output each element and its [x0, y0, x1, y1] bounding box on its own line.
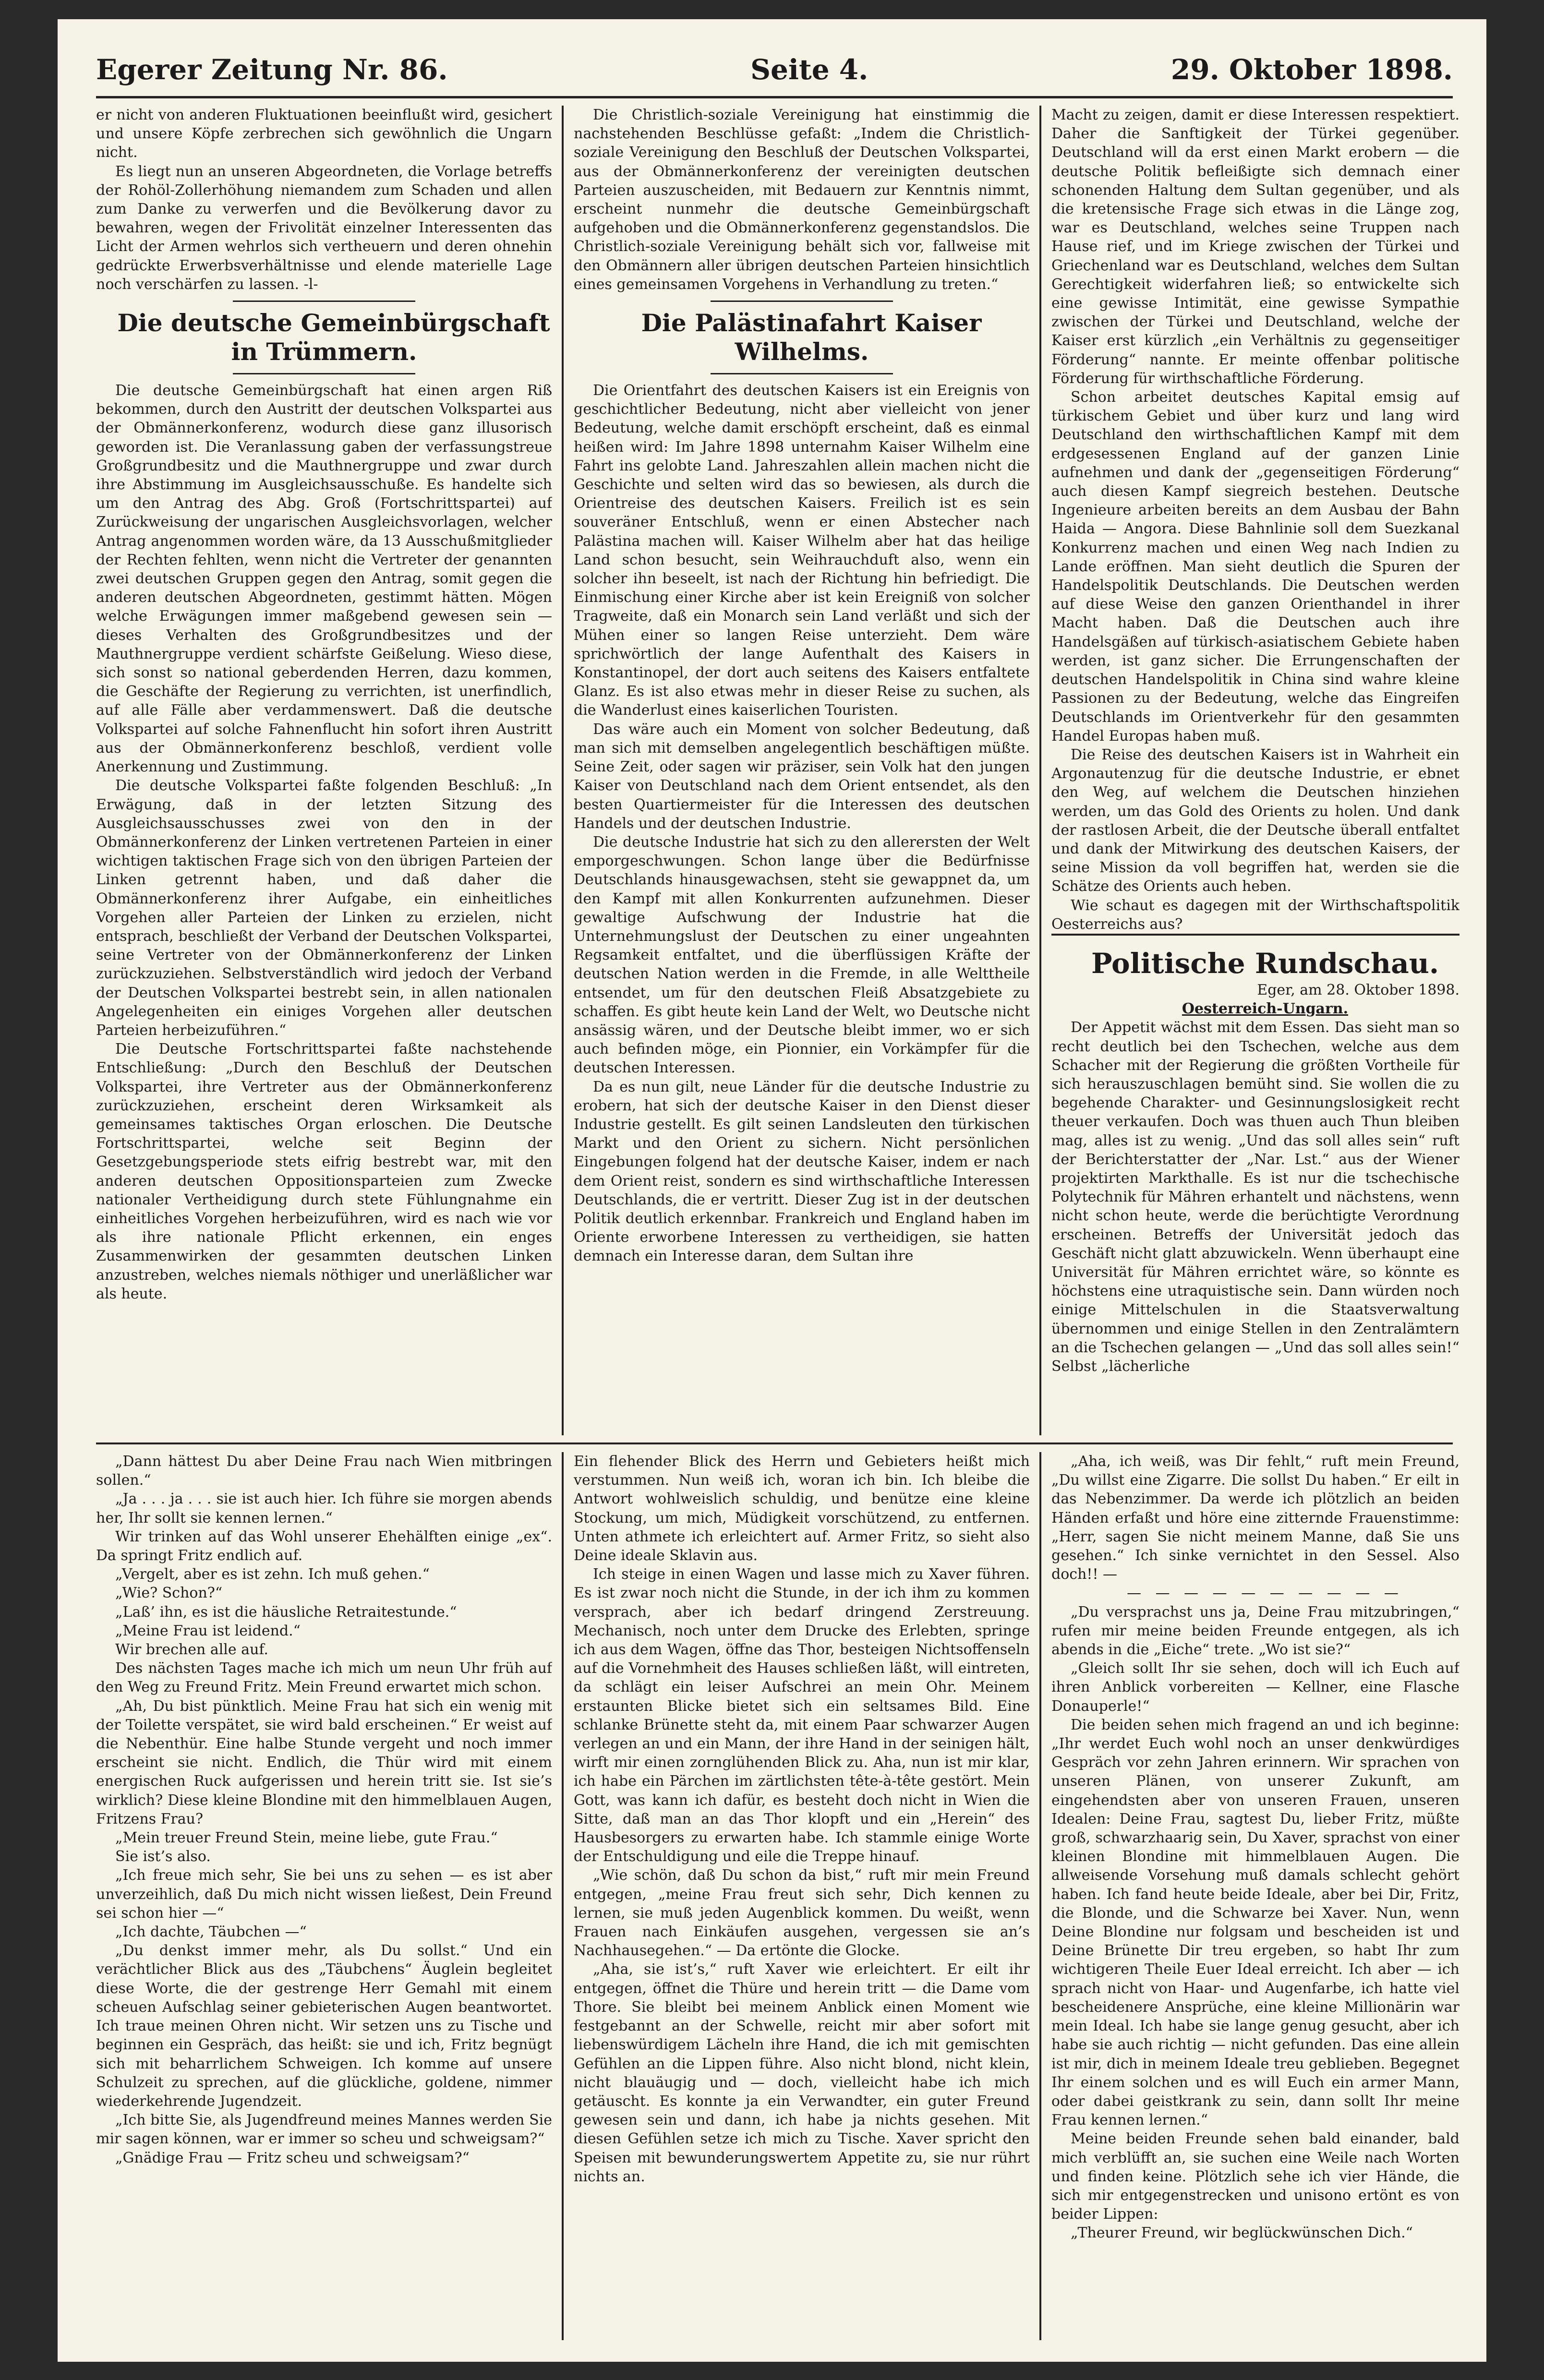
- story-paragraph: Ein flehender Blick des Herrn und Gebieters heißt mich verstummen. Nun weiß ich, woran ich bin. Ich bleibe die Antwort wohlweislich schuldig, und benütze eine kleine Stockung, um mich, Müdigkeit vorschützend, zu entfernen. Unten athmete ich erleichtert auf. Armer Fritz, so sieht also Deine ideale Sklavin aus.: [574, 1453, 1030, 1564]
- article-paragraph: Es liegt nun an unseren Abgeordneten, die Vorlage betreffs der Rohöl-Zollerhöhung niemandem zum Schaden und allen zum Danke zu verwerfen und die Bevölkerung davor zu bewahren, wegen der Frivolität einzelner Interessenten das Licht der Armen wehrlos sich vertheuern und deren ohnehin gedrückte Erwerbsverhältnisse und elende materielle Lage noch verschärfen zu lassen. -l-: [96, 163, 552, 293]
- article-paragraph: Die deutsche Industrie hat sich zu den allerersten der Welt emporgeschwungen. Schon lange über die Bedürfnisse Deutschlands hinausgewachsen, steht sie gewappnet da, um den Kampf mit allen Konkurrenten aufzunehmen. Dieser gewaltige Aufschwung der Industrie hat die Unternehmungslust der Deutschen zu einer ungeahnten Regsamkeit entfaltet, und die überflüssigen Kräfte der deutschen Nation werden in die Fremde, in alle Welttheile entsendet, um für den deutschen Fleiß Absatzgebiete zu schaffen. Es gibt heute kein Land der Welt, wo Deutsche nicht ansässig wären, und der Deutsche bleibt immer, wo er sich auch befinden möge, ein Pionnier, ein Vorkämpfer für die deutschen Interessen.: [574, 833, 1030, 1077]
- story-paragraph: „Theurer Freund, wir beglückwünschen Dich.“: [1071, 2224, 1413, 2242]
- article-paragraph: Schon arbeitet deutsches Kapital emsig auf türkischem Gebiet und über kurz und lang wird Deutschland den wirthschaftlichen Kampf mit dem erdgesessenen England auf der ganzen Linie aufnehmen und dank der „gegenseitigen Förderung“ auch diesen Kampf siegreich bestehen. Deutsche Ingenieure arbeiten bereits an dem Ausbau der Bahn Haida — Angora. Diese Bahnlinie soll dem Suezkanal Konkurrenz machen und einen Weg nach Indien zu Lande eröffnen. Man sieht deutlich die Spuren der Handelspolitik Deutschlands. Die Deutschen werden auf diese Weise den ganzen Orienthandel in ihrer Macht haben. Daß die Deutschen auch ihre Handelsgäßen auf türkisch-asiatischem Gebiete haben werden, ist ganz sicher. Die Errungenschaften der deutschen Handelspolitik in China sind wahre kleine Passionen zu der Bedeutung, welche das Eingreifen Deutschlands im Orientverkehr für den gesammten Handel Europas haben muß.: [1051, 389, 1460, 745]
- story-paragraph: „Meine Frau ist leidend.“: [115, 1622, 301, 1639]
- article-paragraph: Der Appetit wächst mit dem Essen. Das sieht man so recht deutlich bei den Tschechen, welche aus dem Schacher mit der Regierung die größten Vortheile für sich herauszuschlagen bemüht sind. Sie wollen die zu begehende Charakter- und Gesinnungslosigkeit recht theuer verkaufen. Doch was thuen auch Thun bleiben mag, alles ist zu wenig. „Und das soll alles sein“ ruft der Berichterstatter der „Nar. Lst.“ aus der Wiener projektirten Markthalle. Es ist nur die tschechische Polytechnik für Mähren erhantelt und nächstens, wenn nicht schon heute, werde die berüchtigte Verordnung erscheinen. Betreffs der Universität jedoch das Geschäft nicht glatt abzuwickeln. Wenn überhaupt eine Universität für Mähren errichtet wäre, so könnte es höchstens eine utraquistische sein. Dann würden noch einige Mittelschulen in die Staatsverwaltung übernommen und einige Stellen in den Zentralämtern an die Tschechen gelangen — „Und das soll alles sein!“ Selbst „lächerliche: [1051, 1019, 1460, 1375]
- story-paragraph: „Ich dachte, Täubchen —“: [115, 1923, 307, 1941]
- story-paragraph: „Laß’ ihn, es ist die häusliche Retraitestunde.“: [115, 1603, 457, 1621]
- headline-divider: [711, 373, 893, 374]
- story-paragraph: „Gnädige Frau — Fritz scheu und schweigsam?“: [115, 2149, 470, 2166]
- article-continuation: Macht zu zeigen, damit er diese Interessen respektiert. Daher die Sanftigkeit der Türkei gegenüber. Deutschland will da erst einen Markt erobern — die deutsche Politik befleißigte sich demnach einer schonenden Haltung dem Sultan gegenüber, und als die kretensische Frage sich etwas in die Länge zog, war es Deutschland, welches seine Truppen nach Hause rief, und im Kriege zwischen der Türkei und Griechenland war es Deutschland, welches dem Sultan Gerechtigkeit widerfahren ließ; so entwickelte sich eine gewisse Intimität, eine gewisse Sympathie zwischen der Türkei und Deutschland, welche der Kaiser erst kürzlich „ein Verhältnis zu gegenseitiger Förderung“ nannte. Er meinte offenbar politische Förderung für wirthschaftliche Förderung.: [1051, 107, 1460, 387]
- newspaper-issue: Egerer Zeitung Nr. 86.: [96, 53, 448, 86]
- article-paragraph: Die Deutsche Fortschrittspartei faßte nachstehende Entschließung: „Durch den Beschluß der Deutschen Volkspartei, ihre Vertreter aus der Obmännerkonferenz zurückzuziehen, erscheint deren Wirksamkeit als gemeinsames taktisches Organ erloschen. Die Deutsche Fortschrittspartei, welche seit Beginn der Gesetzgebungsperiode stets eifrig bestrebt war, mit den anderen deutschen Oppositionsparteien zum Zwecke nationaler Vertheidigung durch stete Fühlungnahme ein einheitliches Vorgehen herbeizuführen, wird es nach wie vor als ihre nationale Pflicht erkennen, ein enges Zusammenwirken der gesammten deutschen Linken anzustreben, welches niemals nöthiger und unerläßlicher war als heute.: [96, 1041, 552, 1302]
- article-paragraph: Das wäre auch ein Moment von solcher Bedeutung, daß man sich mit demselben angelegentlich beschäftigen müßte. Seine Zeit, oder sagen wir präziser, sein Volk hat den jungen Kaiser von Deutschland nach dem Orient entsendet, als den besten Quartiermeister für die Interessen des deutschen Handels und der deutschen Industrie.: [574, 721, 1030, 832]
- feuilleton-divider: [96, 1442, 1453, 1444]
- article-paragraph: Die Christlich-soziale Vereinigung hat einstimmig die nachstehenden Beschlüsse gefaßt: „Indem die Christlich-soziale Vereinigung den Beschluß der Deutschen Volkspartei, aus der Obmännerkonferenz der vereinigten deutschen Parteien auszuscheiden, mit Bedauern zur Kenntnis nimmt, erscheint nunmehr die deutsche Gemeinbürgschaft aufgehoben und die Obmännerkonferenz gegenstandslos. Die Christlich-soziale Vereinigung behält sich vor, fallweise mit den Obmännern aller übrigen deutschen Parteien hinsichtlich eines gemeinsamen Vorgehens in Verhandlung zu treten.“: [574, 107, 1030, 293]
- article-paragraph: Die Reise des deutschen Kaisers ist in Wahrheit ein Argonautenzug für die deutsche Industrie, er ebnet den Weg, auf welchem die Deutschen hinziehen werden, um das Gold des Orients zu holen. Und dank der rastlosen Arbeit, die der Deutsche überall entfaltet und dank der Mitwirkung des deutschen Kaisers, der seine Mission da voll begriffen hat, werden sie die Schätze des Orients auch heben.: [1051, 746, 1460, 895]
- section-subhead: Oesterreich-Ungarn.: [1182, 1000, 1349, 1018]
- article-divider: [711, 301, 893, 302]
- story-paragraph: „Aha, ich weiß, was Dir fehlt,“ ruft mein Freund, „Du willst eine Zigarre. Die sollst Du haben.“ Er eilt in das Nebenzimmer. Da werde ich plötzlich an beiden Händen erfaßt und höre eine zitternde Frauenstimme: „Herr, sagen Sie nicht meinem Manne, daß Sie uns gesehen.“ Ich sinke vernichtet in den Sessel. Also doch!! —: [1051, 1453, 1460, 1583]
- feuilleton-column-2: [574, 1452, 1030, 2340]
- column-2: [574, 106, 1030, 1435]
- story-paragraph: Sie ist’s also.: [115, 1848, 211, 1865]
- story-paragraph: „Wie schön, daß Du schon da bist,“ ruft mir mein Freund entgegen, „meine Frau freut sich sehr, Dich kennen zu lernen, sie muß jeden Augenblick kommen. Du weißt, wenn Frauen nach Einkäufen ausgehen, vergessen sie an’s Nachhausegehen.“ — Da ertönte die Glocke.: [574, 1867, 1030, 1959]
- issue-date: 29. Oktober 1898.: [1170, 53, 1453, 86]
- masthead: [96, 43, 1453, 98]
- scene-break: — — — — — — — — — —: [1127, 1585, 1403, 1602]
- column-divider: [1039, 1452, 1041, 2340]
- article-continuation: er nicht von anderen Fluktuationen beeinflußt wird, gesichert und unsere Köpfe zerbrechen sich gewöhnlich die Ungarn nicht.: [96, 107, 552, 161]
- headline-divider: [233, 373, 415, 374]
- story-paragraph: „Dann hättest Du aber Deine Frau nach Wien mitbringen sollen.“: [96, 1453, 552, 1489]
- story-paragraph: Wir trinken auf das Wohl unserer Ehehälften einige „ex“. Da springt Fritz endlich auf.: [96, 1528, 552, 1564]
- dateline: Eger, am 28. Oktober 1898.: [1257, 981, 1460, 998]
- newspaper-page: [58, 19, 1486, 2362]
- story-paragraph: „Wie? Schon?“: [115, 1585, 223, 1602]
- story-paragraph: Des nächsten Tages mache ich mich um neun Uhr früh auf den Weg zu Freund Fritz. Mein Freund erwartet mich schon.: [96, 1660, 552, 1696]
- story-paragraph: „Mein treuer Freund Stein, meine liebe, gute Frau.“: [115, 1829, 498, 1847]
- article-paragraph: Wie schaut es dagegen mit der Wirthschaftspolitik Oesterreichs aus?: [1051, 897, 1460, 933]
- article-paragraph: Die Orientfahrt des deutschen Kaisers ist ein Ereignis von geschichtlicher Bedeutung, nicht aber vielleicht von jener Bedeutung, welche damit erschöpft erscheint, daß es einmal heißen wird: Im Jahre 1898 unternahm Kaiser Wilhelm eine Fahrt ins gelobte Land. Jahreszahlen allein machen nicht die Geschichte und selten wird das so bewiesen, als durch die Orientreise des deutschen Kaisers. Freilich ist es sein souveräner Entschluß, wenn er einen Abstecher nach Palästina machen will. Kaiser Wilhelm aber hat das heilige Land schon besucht, sein Weihrauchduft also, wenn ein solcher ihn beseelt, ist nach der Richtung hin befriedigt. Die Einmischung einer Kirche aber ist kein Ereigniß von solcher Tragweite, daß ein Monarch sein Land verläßt und sich der Mühen einer so langen Reise unterzieht. Dem wäre sprichwörtlich der lange Aufenthalt des Kaisers in Konstantinopel, der dort auch seitens des Kaisers entfaltete Glanz. Es ist also etwas mehr in dieser Reise zu suchen, als die Wanderlust eines kaiserlichen Touristen.: [574, 382, 1030, 719]
- feuilleton-column-3: [1051, 1452, 1460, 2340]
- column-3: [1051, 106, 1460, 1435]
- story-paragraph: Wir brechen alle auf.: [115, 1641, 268, 1659]
- story-paragraph: „Du denkst immer mehr, als Du sollst.“ Und ein verächtlicher Blick aus des „Täubchens“ Äuglein begleitet diese Worte, die der gestrenge Herr Gemahl mit einem scheuen Aufschlag seiner gebieterischen Augen beantwortet. Ich traue meinen Ohren nicht. Wir setzen uns zu Tische und beginnen ein Gespräch, das heißt: sie und ich, Fritz begnügt sich mit beharrlichem Schweigen. Ich komme auf unsere Schulzeit zu sprechen, auf die glückliche, goldene, nimmer wiederkehrende Jugendzeit.: [96, 1942, 552, 2110]
- story-paragraph: „Ah, Du bist pünktlich. Meine Frau hat sich ein wenig mit der Toilette verspätet, sie wird bald erscheinen.“ Er weist auf die Nebenthür. Eine halbe Stunde vergeht und noch immer erscheint sie nicht. Endlich, die Thür wird mit einem energischen Ruck aufgerissen und herein tritt sie. Ist sie’s wirklich? Diese kleine Blondine mit den himmelblauen Augen, Fritzens Frau?: [96, 1697, 552, 1827]
- article-paragraph: Die deutsche Volkspartei faßte folgenden Beschluß: „In Erwägung, daß in der letzten Sitzung des Ausgleichsausschusses zwei von den in der Obmännerkonferenz der Linken vertretenen Parteien in einer wichtigen taktischen Frage sich von den übrigen Parteien der Linken getrennt haben, und daß daher die Obmännerkonferenz ihrer Aufgabe, ein einheitliches Vorgehen aller Parteien der Linken zu erzielen, nicht entsprach, beschließt der Verband der Deutschen Volkspartei, seine Vertreter von der Obmännerkonferenz der Linken zurückzuziehen. Selbstverständlich wird jedoch der Verband der Deutschen Volkspartei bestrebt sein, in allen nationalen Angelegenheiten ein einiges Vorgehen aller deutschen Parteien herbeizuführen.“: [96, 777, 552, 1039]
- story-paragraph: „Du versprachst uns ja, Deine Frau mitzubringen,“ rufen mir meine beiden Freunde entgegen, als ich abends in die „Eiche“ trete. „Wo ist sie?“: [1051, 1603, 1460, 1659]
- article-divider: [233, 301, 415, 302]
- column-divider: [562, 106, 564, 1435]
- story-paragraph: „Aha, sie ist’s,“ ruft Xaver wie erleichtert. Er eilt ihr entgegen, öffnet die Thüre und herein tritt — die Dame vom Thore. Sie bleibt bei meinem Anblick einen Moment wie festgebannt an der Schwelle, reicht mir aber sofort mit liebenswürdigem Lächeln ihre Hand, die ich mit gemischten Gefühlen an die Lippen führe. Also nicht blond, nicht klein, nicht blauäugig und — doch, vielleicht habe ich mich getäuscht. Es konnte ja ein Verwandter, ein guter Freund gewesen sein und dann, ich habe ja nichts gesehen. Mit diesen Gefühlen setze ich mich zu Tische. Xaver spricht den Speisen mit bewunderungswertem Appetite zu, sie nur rührt nichts an.: [574, 1961, 1030, 2185]
- article-headline: Die deutsche Gemeinbürgschaft in Trümmern.: [117, 309, 550, 366]
- story-paragraph: Die beiden sehen mich fragend an und ich beginne: „Ihr werdet Euch wohl noch an unser denkwürdiges Gespräch vor zehn Jahren erinnern. Wir sprachen von unseren Plänen, von unserer Zukunft, am eingehendsten aber von unseren Frauen, unseren Idealen: Deine Frau, sagtest Du, lieber Fritz, müßte groß, schwarzhaarig sein, Du Xaver, sprachst von einer kleinen Blondine mit himmelblauen Augen. Die allweisende Vorsehung muß damals schlecht gehört haben. Ich fand heute beide Ideale, aber bei Dir, Fritz, die Blonde, und die Schwarze bei Xaver. Nun, wenn Deine Blondine nur folgsam und bescheiden ist und Deine Brünette Dir treu ergeben, so habt Ihr zum wichtigeren Theile Euer Ideal erreicht. Ich aber — ich sprach nicht von Haar- und Augenfarbe, ich hatte viel bescheidenere Ansprüche, eine kleine Millionärin war mein Ideal. Ich habe sie lange genug gesucht, aber ich habe sie auch richtig — nicht gefunden. Das eine allein ist mir, dich in meinem Ideale treu geblieben. Begegnet Ihr einem solchen und es will Euch ein armer Mann, oder dabei geistkrank zu sein, dann sollt Ihr meine Frau kennen lernen.“: [1051, 1716, 1460, 2129]
- column-1: [96, 106, 552, 1435]
- story-paragraph: „Gleich sollt Ihr sie sehen, doch will ich Euch auf ihren Anblick vorbereiten — Kellner, eine Flasche Donauperle!“: [1051, 1660, 1460, 1715]
- page-number: Seite 4.: [750, 53, 868, 86]
- section-title: Politische Rundschau.: [1051, 934, 1460, 981]
- article-paragraph: Da es nun gilt, neue Länder für die deutsche Industrie zu erobern, hat sich der deutsche Kaiser in den Dienst dieser Industrie gestellt. Es gilt seinen Landsleuten den türkischen Markt und den Orient zu sichern. Nicht persönlichen Eingebungen folgend hat der deutsche Kaiser, indem er nach dem Orient reist, sondern es sind wirthschaftliche Interessen Deutschlands, die er vertritt. Dieser Zug ist in der deutschen Politik deutlich erkennbar. Frankreich und England haben im Oriente erworbene Interessen zu vertheidigen, sie hatten demnach ein Interesse daran, dem Sultan ihre: [574, 1078, 1030, 1265]
- column-divider: [1039, 106, 1041, 1435]
- article-paragraph: Die deutsche Gemeinbürgschaft hat einen argen Riß bekommen, durch den Austritt der deutschen Volkspartei aus der Obmännerkonferenz, wodurch diese ganz illusorisch geworden ist. Die Veranlassung gaben der verfassungstreue Großgrundbesitz und die Mauthnergruppe und zwar durch ihre Abstimmung im Ausgleichsausschuße. Es handelte sich um den Antrag des Abg. Groß (Fortschrittspartei) auf Zurückweisung der ungarischen Ausgleichsvorlagen, welcher Antrag angenommen worden wäre, da 13 Ausschußmitglieder der Rechten fehlten, wenn nicht die Vertreter der genannten zwei deutschen Gruppen gegen den Antrag, somit gegen die anderen deutschen Abgeordneten, gestimmt hätten. Mögen welche Erwägungen immer maßgebend gewesen sein — dieses Verhalten des Großgrundbesitzes und der Mauthnergruppe verdient schärfste Geißelung. Wieso diese, sich sonst so national geberdenden Herren, dazu kommen, die Geschäfte der Regierung zu verrichten, ist unerfindlich, auf alle Fälle aber verdammenswert. Daß die deutsche Volkspartei auf solche Fahnenflucht hin sofort ihren Austritt aus der Obmännerkonferenz beschloß, verdient volle Anerkennung und Zustimmung.: [96, 382, 552, 776]
- feuilleton-column-1: [96, 1452, 552, 2340]
- story-paragraph: Meine beiden Freunde sehen bald einander, bald mich verblüfft an, sie suchen eine Weile nach Worten und finden keine. Plötzlich sehe ich vier Hände, die sich mir entgegenstrecken und unisono ertönt es von beider Lippen:: [1051, 2130, 1460, 2223]
- article-headline: Die Palästinafahrt Kaiser Wilhelms.: [641, 309, 982, 366]
- story-paragraph: Ich steige in einen Wagen und lasse mich zu Xaver führen. Es ist zwar noch nicht die Stunde, in der ich ihm zu kommen versprach, aber ich bedarf dringend Zerstreuung. Mechanisch, noch unter dem Drucke des Erlebten, springe ich aus dem Wagen, öffne das Thor, besteigen Nichtsoffenseln auf die Vornehmheit des Hauses schließen läßt, will eintreten, da schlägt ein leiser Aufschrei an mein Ohr. Meinem erstaunten Blicke bietet sich ein seltsames Bild. Eine schlanke Brünette steht da, mit einem Paar schwarzer Augen verlegen an und ein Mann, der ihre Hand in der seinigen hält, wirft mir einen zornglühenden Blick zu. Aha, nun ist mir klar, ich habe ein Pärchen im zärtlichsten tête-à-tête gestört. Mein Gott, was kann ich dafür, es besteht doch nicht in Wien die Sitte, daß man an das Thor klopft und ein „Herein“ des Hausbesorgers zu erwarten habe. Ich stammle einige Worte der Entschuldigung und eile die Treppe hinauf.: [574, 1566, 1030, 1865]
- column-divider: [562, 1452, 564, 2340]
- story-paragraph: „Ja . . . ja . . . sie ist auch hier. Ich führe sie morgen abends her, Ihr sollt sie kennen lernen.“: [96, 1491, 552, 1527]
- story-paragraph: „Ich bitte Sie, als Jugendfreund meines Mannes werden Sie mir sagen können, war er immer so scheu und schweigsam?“: [96, 2112, 552, 2148]
- story-paragraph: „Ich freue mich sehr, Sie bei uns zu sehen — es ist aber unverzeihlich, daß Du mich nicht wissen ließest, Dein Freund sei schon hier —“: [96, 1867, 552, 1922]
- story-paragraph: „Vergelt, aber es ist zehn. Ich muß gehen.“: [115, 1566, 430, 1583]
